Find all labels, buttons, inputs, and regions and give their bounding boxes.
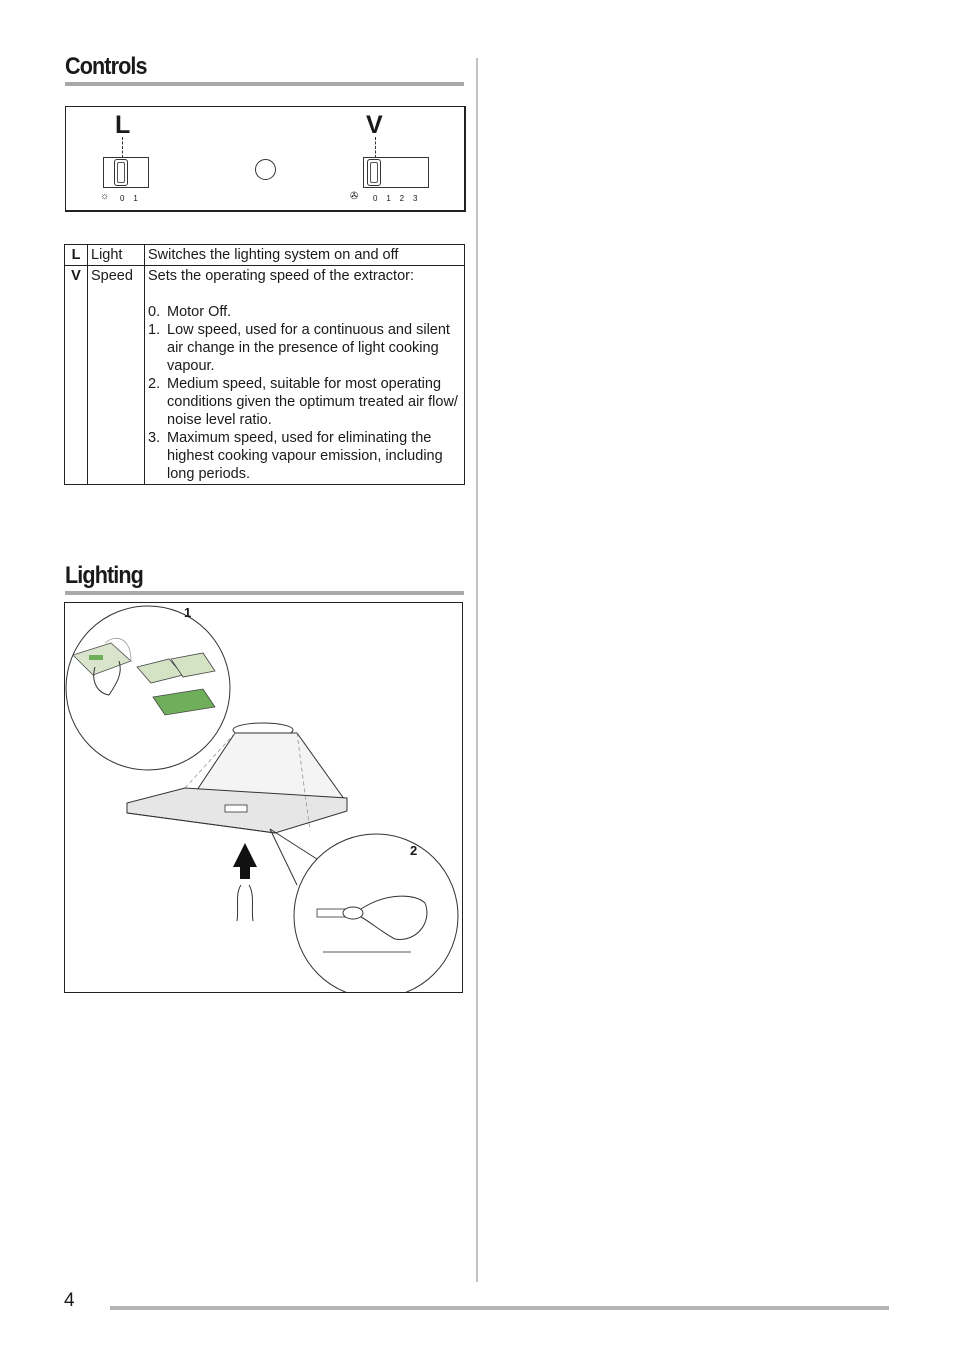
- row-key: V: [65, 266, 88, 485]
- speed-switch-scale: 0 1 2 3: [373, 194, 418, 203]
- speed-slider-switch[interactable]: [363, 157, 429, 188]
- table-row: [65, 245, 465, 266]
- hand-icon: [237, 885, 253, 921]
- speed-list: [148, 303, 464, 483]
- fan-icon: ✇: [350, 191, 359, 202]
- list-item-number: 1.: [148, 322, 161, 338]
- column-divider: [476, 58, 478, 1282]
- page-number: 4: [64, 1290, 75, 1311]
- controls-table: [64, 244, 465, 485]
- light-switch-leader: [122, 137, 123, 158]
- row-description: Switches the lighting system on and off: [145, 245, 465, 266]
- table-row: [65, 266, 465, 485]
- controls-heading: Controls: [65, 53, 147, 80]
- lighting-heading-rule: [65, 591, 464, 595]
- hood-lamp-replacement-drawing: [65, 603, 462, 992]
- control-panel-diagram: [65, 106, 466, 212]
- speed-switch-leader: [375, 137, 376, 158]
- lighting-illustration: [64, 602, 463, 993]
- filter-latch-icon: [89, 655, 103, 660]
- light-switch-letter: L: [115, 111, 131, 139]
- speed-switch-letter: V: [366, 111, 383, 139]
- list-item-text: Medium speed, suitable for most operating conditions given the optimum treated air flow/ noise level ratio.: [167, 376, 458, 428]
- list-item-number: 3.: [148, 430, 161, 446]
- row-name: Light: [88, 245, 145, 266]
- light-switch-knob[interactable]: [114, 159, 128, 186]
- callout-1: 1: [184, 605, 192, 620]
- list-item: [148, 375, 464, 429]
- list-item: [148, 303, 464, 321]
- controls-heading-rule: [65, 82, 464, 86]
- row-description: [145, 266, 465, 485]
- callout-2: 2: [410, 843, 418, 858]
- speed-switch-knob[interactable]: [367, 159, 381, 186]
- speed-intro-text: Sets the operating speed of the extractor:: [148, 268, 414, 284]
- list-item-number: 2.: [148, 376, 161, 392]
- light-switch-scale: 0 1: [120, 194, 138, 203]
- list-item-number: 0.: [148, 304, 161, 320]
- footer-rule: [110, 1306, 889, 1310]
- detail-circle-1: [66, 606, 230, 770]
- lighting-heading: Lighting: [65, 562, 143, 589]
- list-item: [148, 429, 464, 483]
- lamp-socket: [317, 909, 345, 917]
- list-item-text: Maximum speed, used for eliminating the highest cooking vapour emission, including long periods.: [167, 430, 443, 482]
- light-rocker-switch[interactable]: [103, 157, 149, 188]
- list-item: [148, 321, 464, 375]
- round-push-button[interactable]: [255, 159, 276, 180]
- halogen-lamp-icon: [343, 907, 363, 919]
- bulb-icon: ☼: [100, 191, 110, 202]
- row-name: Speed: [88, 266, 145, 485]
- list-item-text: Motor Off.: [167, 304, 232, 320]
- list-item-text: Low speed, used for a continuous and silent air change in the presence of light cooking vapour.: [167, 322, 450, 374]
- row-key: L: [65, 245, 88, 266]
- lamp-housing: [225, 805, 247, 812]
- up-arrow-icon: [233, 843, 257, 879]
